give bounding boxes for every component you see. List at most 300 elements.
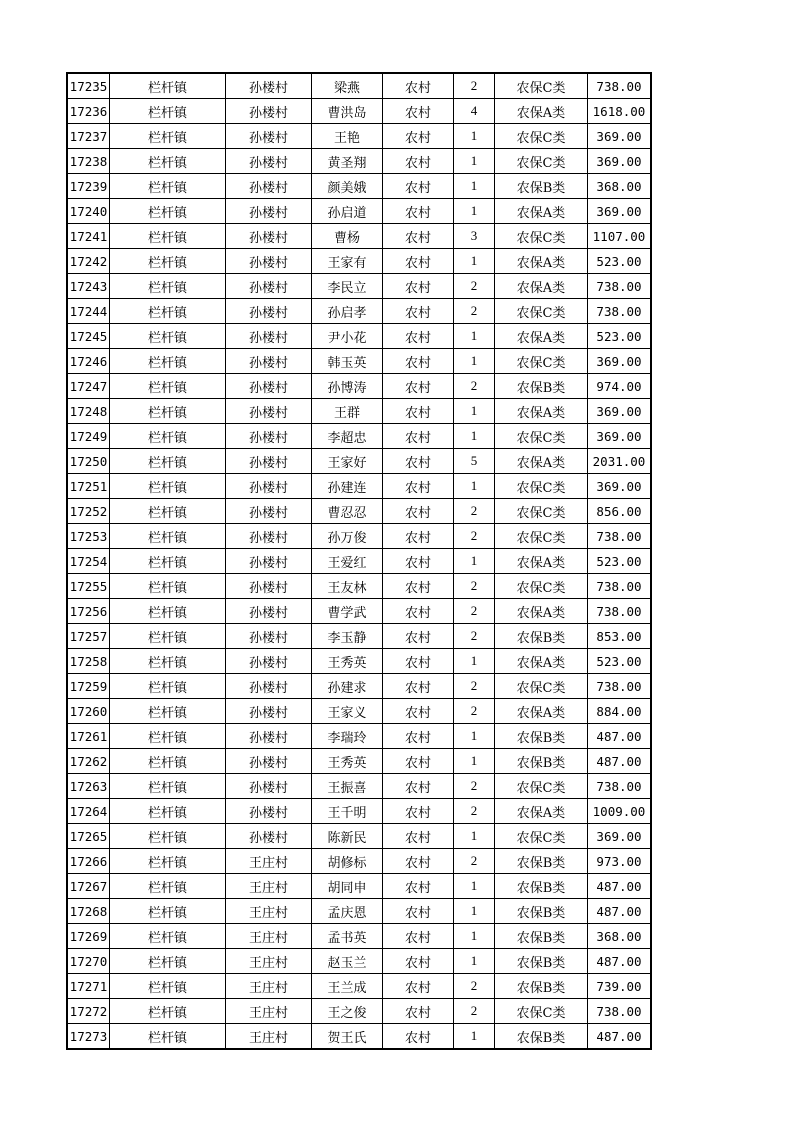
household-type-cell: 农村	[383, 149, 454, 174]
household-type-cell: 农村	[383, 799, 454, 824]
member-count-cell: 1	[454, 174, 495, 199]
town-cell: 栏杆镇	[110, 999, 226, 1024]
town-cell: 栏杆镇	[110, 1024, 226, 1050]
record-number-cell: 17251	[67, 474, 110, 499]
household-type-cell: 农村	[383, 249, 454, 274]
household-type-cell: 农村	[383, 174, 454, 199]
town-cell: 栏杆镇	[110, 299, 226, 324]
household-type-cell: 农村	[383, 1024, 454, 1050]
town-cell: 栏杆镇	[110, 824, 226, 849]
member-count-cell: 4	[454, 99, 495, 124]
record-number-cell: 17247	[67, 374, 110, 399]
insurance-category-cell: 农保B类	[495, 749, 588, 774]
member-count-cell: 1	[454, 924, 495, 949]
member-count-cell: 2	[454, 849, 495, 874]
person-name-cell: 王群	[312, 399, 383, 424]
table-row	[67, 324, 651, 349]
insurance-category-cell: 农保B类	[495, 974, 588, 999]
town-cell: 栏杆镇	[110, 974, 226, 999]
person-name-cell: 王千明	[312, 799, 383, 824]
village-cell: 王庄村	[226, 924, 312, 949]
town-cell: 栏杆镇	[110, 924, 226, 949]
insurance-category-cell: 农保C类	[495, 824, 588, 849]
table-row	[67, 624, 651, 649]
person-name-cell: 王家有	[312, 249, 383, 274]
member-count-cell: 2	[454, 599, 495, 624]
insurance-category-cell: 农保B类	[495, 874, 588, 899]
person-name-cell: 李瑞玲	[312, 724, 383, 749]
roster-table-body	[67, 73, 651, 1049]
record-number-cell: 17253	[67, 524, 110, 549]
town-cell: 栏杆镇	[110, 574, 226, 599]
amount-cell: 523.00	[588, 249, 652, 274]
village-cell: 孙楼村	[226, 99, 312, 124]
town-cell: 栏杆镇	[110, 399, 226, 424]
person-name-cell: 孙启道	[312, 199, 383, 224]
village-cell: 孙楼村	[226, 699, 312, 724]
insurance-category-cell: 农保B类	[495, 949, 588, 974]
record-number-cell: 17266	[67, 849, 110, 874]
record-number-cell: 17258	[67, 649, 110, 674]
table-row	[67, 924, 651, 949]
amount-cell: 853.00	[588, 624, 652, 649]
record-number-cell: 17264	[67, 799, 110, 824]
insurance-category-cell: 农保C类	[495, 499, 588, 524]
amount-cell: 2031.00	[588, 449, 652, 474]
insurance-category-cell: 农保C类	[495, 299, 588, 324]
table-row	[67, 549, 651, 574]
town-cell: 栏杆镇	[110, 599, 226, 624]
record-number-cell: 17242	[67, 249, 110, 274]
town-cell: 栏杆镇	[110, 424, 226, 449]
member-count-cell: 2	[454, 499, 495, 524]
town-cell: 栏杆镇	[110, 849, 226, 874]
record-number-cell: 17243	[67, 274, 110, 299]
insurance-category-cell: 农保C类	[495, 474, 588, 499]
insurance-category-cell: 农保C类	[495, 674, 588, 699]
record-number-cell: 17237	[67, 124, 110, 149]
amount-cell: 884.00	[588, 699, 652, 724]
record-number-cell: 17260	[67, 699, 110, 724]
member-count-cell: 1	[454, 324, 495, 349]
member-count-cell: 1	[454, 149, 495, 174]
insurance-category-cell: 农保A类	[495, 199, 588, 224]
record-number-cell: 17257	[67, 624, 110, 649]
table-row	[67, 874, 651, 899]
household-type-cell: 农村	[383, 924, 454, 949]
member-count-cell: 1	[454, 124, 495, 149]
household-type-cell: 农村	[383, 224, 454, 249]
amount-cell: 368.00	[588, 174, 652, 199]
record-number-cell: 17252	[67, 499, 110, 524]
amount-cell: 1618.00	[588, 99, 652, 124]
member-count-cell: 1	[454, 949, 495, 974]
village-cell: 孙楼村	[226, 274, 312, 299]
village-cell: 孙楼村	[226, 624, 312, 649]
table-row	[67, 249, 651, 274]
person-name-cell: 黄圣翔	[312, 149, 383, 174]
household-type-cell: 农村	[383, 474, 454, 499]
village-cell: 孙楼村	[226, 199, 312, 224]
insurance-category-cell: 农保C类	[495, 149, 588, 174]
village-cell: 孙楼村	[226, 599, 312, 624]
town-cell: 栏杆镇	[110, 449, 226, 474]
insurance-category-cell: 农保C类	[495, 424, 588, 449]
amount-cell: 973.00	[588, 849, 652, 874]
table-row	[67, 274, 651, 299]
record-number-cell: 17268	[67, 899, 110, 924]
record-number-cell: 17239	[67, 174, 110, 199]
amount-cell: 369.00	[588, 199, 652, 224]
household-type-cell: 农村	[383, 974, 454, 999]
insurance-category-cell: 农保A类	[495, 799, 588, 824]
town-cell: 栏杆镇	[110, 799, 226, 824]
insurance-category-cell: 农保A类	[495, 599, 588, 624]
village-cell: 孙楼村	[226, 224, 312, 249]
town-cell: 栏杆镇	[110, 949, 226, 974]
insurance-category-cell: 农保C类	[495, 73, 588, 99]
insurance-category-cell: 农保B类	[495, 624, 588, 649]
table-row	[67, 399, 651, 424]
table-row	[67, 974, 651, 999]
town-cell: 栏杆镇	[110, 649, 226, 674]
insurance-category-cell: 农保A类	[495, 649, 588, 674]
amount-cell: 369.00	[588, 424, 652, 449]
village-cell: 孙楼村	[226, 374, 312, 399]
record-number-cell: 17254	[67, 549, 110, 574]
village-cell: 孙楼村	[226, 824, 312, 849]
amount-cell: 369.00	[588, 399, 652, 424]
amount-cell: 738.00	[588, 524, 652, 549]
member-count-cell: 1	[454, 474, 495, 499]
record-number-cell: 17271	[67, 974, 110, 999]
table-row	[67, 599, 651, 624]
insurance-category-cell: 农保C类	[495, 349, 588, 374]
table-row	[67, 749, 651, 774]
record-number-cell: 17265	[67, 824, 110, 849]
amount-cell: 974.00	[588, 374, 652, 399]
person-name-cell: 曹杨	[312, 224, 383, 249]
table-row	[67, 649, 651, 674]
table-row	[67, 724, 651, 749]
record-number-cell: 17256	[67, 599, 110, 624]
village-cell: 孙楼村	[226, 574, 312, 599]
household-type-cell: 农村	[383, 624, 454, 649]
town-cell: 栏杆镇	[110, 899, 226, 924]
amount-cell: 369.00	[588, 474, 652, 499]
town-cell: 栏杆镇	[110, 149, 226, 174]
roster-table	[66, 72, 652, 1050]
town-cell: 栏杆镇	[110, 73, 226, 99]
person-name-cell: 胡修标	[312, 849, 383, 874]
table-row	[67, 174, 651, 199]
member-count-cell: 2	[454, 999, 495, 1024]
household-type-cell: 农村	[383, 774, 454, 799]
table-row	[67, 474, 651, 499]
household-type-cell: 农村	[383, 824, 454, 849]
member-count-cell: 1	[454, 874, 495, 899]
amount-cell: 369.00	[588, 124, 652, 149]
amount-cell: 487.00	[588, 724, 652, 749]
amount-cell: 523.00	[588, 649, 652, 674]
person-name-cell: 李玉静	[312, 624, 383, 649]
insurance-category-cell: 农保B类	[495, 924, 588, 949]
table-row	[67, 1024, 651, 1050]
table-row	[67, 999, 651, 1024]
table-row	[67, 799, 651, 824]
household-type-cell: 农村	[383, 599, 454, 624]
person-name-cell: 孙启孝	[312, 299, 383, 324]
household-type-cell: 农村	[383, 399, 454, 424]
table-row	[67, 674, 651, 699]
person-name-cell: 王秀英	[312, 749, 383, 774]
town-cell: 栏杆镇	[110, 674, 226, 699]
amount-cell: 738.00	[588, 73, 652, 99]
town-cell: 栏杆镇	[110, 549, 226, 574]
table-row	[67, 349, 651, 374]
village-cell: 王庄村	[226, 849, 312, 874]
person-name-cell: 孙万俊	[312, 524, 383, 549]
insurance-category-cell: 农保A类	[495, 699, 588, 724]
record-number-cell: 17269	[67, 924, 110, 949]
person-name-cell: 曹学武	[312, 599, 383, 624]
person-name-cell: 颜美娥	[312, 174, 383, 199]
member-count-cell: 1	[454, 899, 495, 924]
insurance-category-cell: 农保C类	[495, 524, 588, 549]
amount-cell: 487.00	[588, 749, 652, 774]
record-number-cell: 17238	[67, 149, 110, 174]
person-name-cell: 赵玉兰	[312, 949, 383, 974]
household-type-cell: 农村	[383, 949, 454, 974]
table-row	[67, 199, 651, 224]
record-number-cell: 17255	[67, 574, 110, 599]
member-count-cell: 5	[454, 449, 495, 474]
member-count-cell: 1	[454, 399, 495, 424]
insurance-category-cell: 农保A类	[495, 549, 588, 574]
household-type-cell: 农村	[383, 449, 454, 474]
village-cell: 王庄村	[226, 999, 312, 1024]
insurance-category-cell: 农保B类	[495, 899, 588, 924]
member-count-cell: 2	[454, 374, 495, 399]
record-number-cell: 17273	[67, 1024, 110, 1050]
member-count-cell: 1	[454, 349, 495, 374]
person-name-cell: 孙建求	[312, 674, 383, 699]
member-count-cell: 2	[454, 699, 495, 724]
household-type-cell: 农村	[383, 374, 454, 399]
member-count-cell: 2	[454, 73, 495, 99]
village-cell: 孙楼村	[226, 399, 312, 424]
household-type-cell: 农村	[383, 849, 454, 874]
insurance-category-cell: 农保A类	[495, 249, 588, 274]
town-cell: 栏杆镇	[110, 249, 226, 274]
town-cell: 栏杆镇	[110, 324, 226, 349]
amount-cell: 487.00	[588, 899, 652, 924]
member-count-cell: 1	[454, 249, 495, 274]
village-cell: 孙楼村	[226, 149, 312, 174]
town-cell: 栏杆镇	[110, 349, 226, 374]
amount-cell: 738.00	[588, 599, 652, 624]
amount-cell: 487.00	[588, 1024, 652, 1050]
village-cell: 孙楼村	[226, 174, 312, 199]
person-name-cell: 贺王氏	[312, 1024, 383, 1050]
record-number-cell: 17235	[67, 73, 110, 99]
amount-cell: 368.00	[588, 924, 652, 949]
record-number-cell: 17244	[67, 299, 110, 324]
person-name-cell: 曹忍忍	[312, 499, 383, 524]
village-cell: 孙楼村	[226, 524, 312, 549]
table-row	[67, 574, 651, 599]
insurance-category-cell: 农保C类	[495, 124, 588, 149]
record-number-cell: 17270	[67, 949, 110, 974]
town-cell: 栏杆镇	[110, 474, 226, 499]
table-row	[67, 949, 651, 974]
household-type-cell: 农村	[383, 274, 454, 299]
village-cell: 孙楼村	[226, 649, 312, 674]
record-number-cell: 17245	[67, 324, 110, 349]
village-cell: 王庄村	[226, 949, 312, 974]
person-name-cell: 王家好	[312, 449, 383, 474]
amount-cell: 738.00	[588, 274, 652, 299]
village-cell: 孙楼村	[226, 324, 312, 349]
person-name-cell: 孙博涛	[312, 374, 383, 399]
amount-cell: 369.00	[588, 349, 652, 374]
insurance-category-cell: 农保B类	[495, 174, 588, 199]
record-number-cell: 17261	[67, 724, 110, 749]
record-number-cell: 17259	[67, 674, 110, 699]
household-type-cell: 农村	[383, 99, 454, 124]
record-number-cell: 17246	[67, 349, 110, 374]
member-count-cell: 1	[454, 649, 495, 674]
household-type-cell: 农村	[383, 574, 454, 599]
person-name-cell: 李超忠	[312, 424, 383, 449]
table-row	[67, 124, 651, 149]
household-type-cell: 农村	[383, 349, 454, 374]
person-name-cell: 孙建连	[312, 474, 383, 499]
table-row	[67, 449, 651, 474]
table-row	[67, 224, 651, 249]
insurance-category-cell: 农保B类	[495, 724, 588, 749]
town-cell: 栏杆镇	[110, 224, 226, 249]
record-number-cell: 17263	[67, 774, 110, 799]
village-cell: 王庄村	[226, 899, 312, 924]
insurance-category-cell: 农保B类	[495, 849, 588, 874]
village-cell: 孙楼村	[226, 73, 312, 99]
village-cell: 孙楼村	[226, 799, 312, 824]
insurance-category-cell: 农保A类	[495, 324, 588, 349]
town-cell: 栏杆镇	[110, 174, 226, 199]
household-type-cell: 农村	[383, 874, 454, 899]
household-type-cell: 农村	[383, 674, 454, 699]
village-cell: 王庄村	[226, 974, 312, 999]
member-count-cell: 2	[454, 299, 495, 324]
household-type-cell: 农村	[383, 699, 454, 724]
village-cell: 孙楼村	[226, 674, 312, 699]
table-row	[67, 899, 651, 924]
insurance-category-cell: 农保C类	[495, 999, 588, 1024]
household-type-cell: 农村	[383, 524, 454, 549]
record-number-cell: 17240	[67, 199, 110, 224]
table-row	[67, 699, 651, 724]
table-row	[67, 374, 651, 399]
member-count-cell: 2	[454, 974, 495, 999]
table-row	[67, 73, 651, 99]
town-cell: 栏杆镇	[110, 124, 226, 149]
household-type-cell: 农村	[383, 299, 454, 324]
record-number-cell: 17250	[67, 449, 110, 474]
amount-cell: 738.00	[588, 299, 652, 324]
town-cell: 栏杆镇	[110, 699, 226, 724]
table-row	[67, 524, 651, 549]
amount-cell: 1107.00	[588, 224, 652, 249]
record-number-cell: 17241	[67, 224, 110, 249]
member-count-cell: 1	[454, 1024, 495, 1050]
village-cell: 孙楼村	[226, 299, 312, 324]
person-name-cell: 韩玉英	[312, 349, 383, 374]
village-cell: 孙楼村	[226, 124, 312, 149]
village-cell: 孙楼村	[226, 724, 312, 749]
town-cell: 栏杆镇	[110, 524, 226, 549]
table-row	[67, 424, 651, 449]
household-type-cell: 农村	[383, 424, 454, 449]
person-name-cell: 曹洪岛	[312, 99, 383, 124]
member-count-cell: 2	[454, 674, 495, 699]
town-cell: 栏杆镇	[110, 749, 226, 774]
person-name-cell: 王兰成	[312, 974, 383, 999]
person-name-cell: 王友林	[312, 574, 383, 599]
amount-cell: 856.00	[588, 499, 652, 524]
village-cell: 孙楼村	[226, 249, 312, 274]
household-type-cell: 农村	[383, 899, 454, 924]
village-cell: 孙楼村	[226, 749, 312, 774]
record-number-cell: 17248	[67, 399, 110, 424]
household-type-cell: 农村	[383, 749, 454, 774]
person-name-cell: 王之俊	[312, 999, 383, 1024]
insurance-category-cell: 农保A类	[495, 99, 588, 124]
village-cell: 孙楼村	[226, 424, 312, 449]
member-count-cell: 2	[454, 799, 495, 824]
member-count-cell: 1	[454, 199, 495, 224]
person-name-cell: 李民立	[312, 274, 383, 299]
village-cell: 孙楼村	[226, 474, 312, 499]
amount-cell: 369.00	[588, 824, 652, 849]
person-name-cell: 胡同申	[312, 874, 383, 899]
town-cell: 栏杆镇	[110, 374, 226, 399]
household-type-cell: 农村	[383, 124, 454, 149]
village-cell: 孙楼村	[226, 499, 312, 524]
town-cell: 栏杆镇	[110, 724, 226, 749]
member-count-cell: 2	[454, 624, 495, 649]
insurance-category-cell: 农保B类	[495, 374, 588, 399]
member-count-cell: 1	[454, 749, 495, 774]
amount-cell: 523.00	[588, 549, 652, 574]
amount-cell: 369.00	[588, 149, 652, 174]
town-cell: 栏杆镇	[110, 199, 226, 224]
village-cell: 孙楼村	[226, 349, 312, 374]
person-name-cell: 孟庆恩	[312, 899, 383, 924]
table-row	[67, 849, 651, 874]
household-type-cell: 农村	[383, 549, 454, 574]
amount-cell: 739.00	[588, 974, 652, 999]
household-type-cell: 农村	[383, 199, 454, 224]
member-count-cell: 2	[454, 524, 495, 549]
village-cell: 孙楼村	[226, 774, 312, 799]
village-cell: 王庄村	[226, 1024, 312, 1050]
insurance-category-cell: 农保C类	[495, 574, 588, 599]
member-count-cell: 2	[454, 574, 495, 599]
person-name-cell: 梁燕	[312, 73, 383, 99]
amount-cell: 487.00	[588, 874, 652, 899]
member-count-cell: 1	[454, 549, 495, 574]
